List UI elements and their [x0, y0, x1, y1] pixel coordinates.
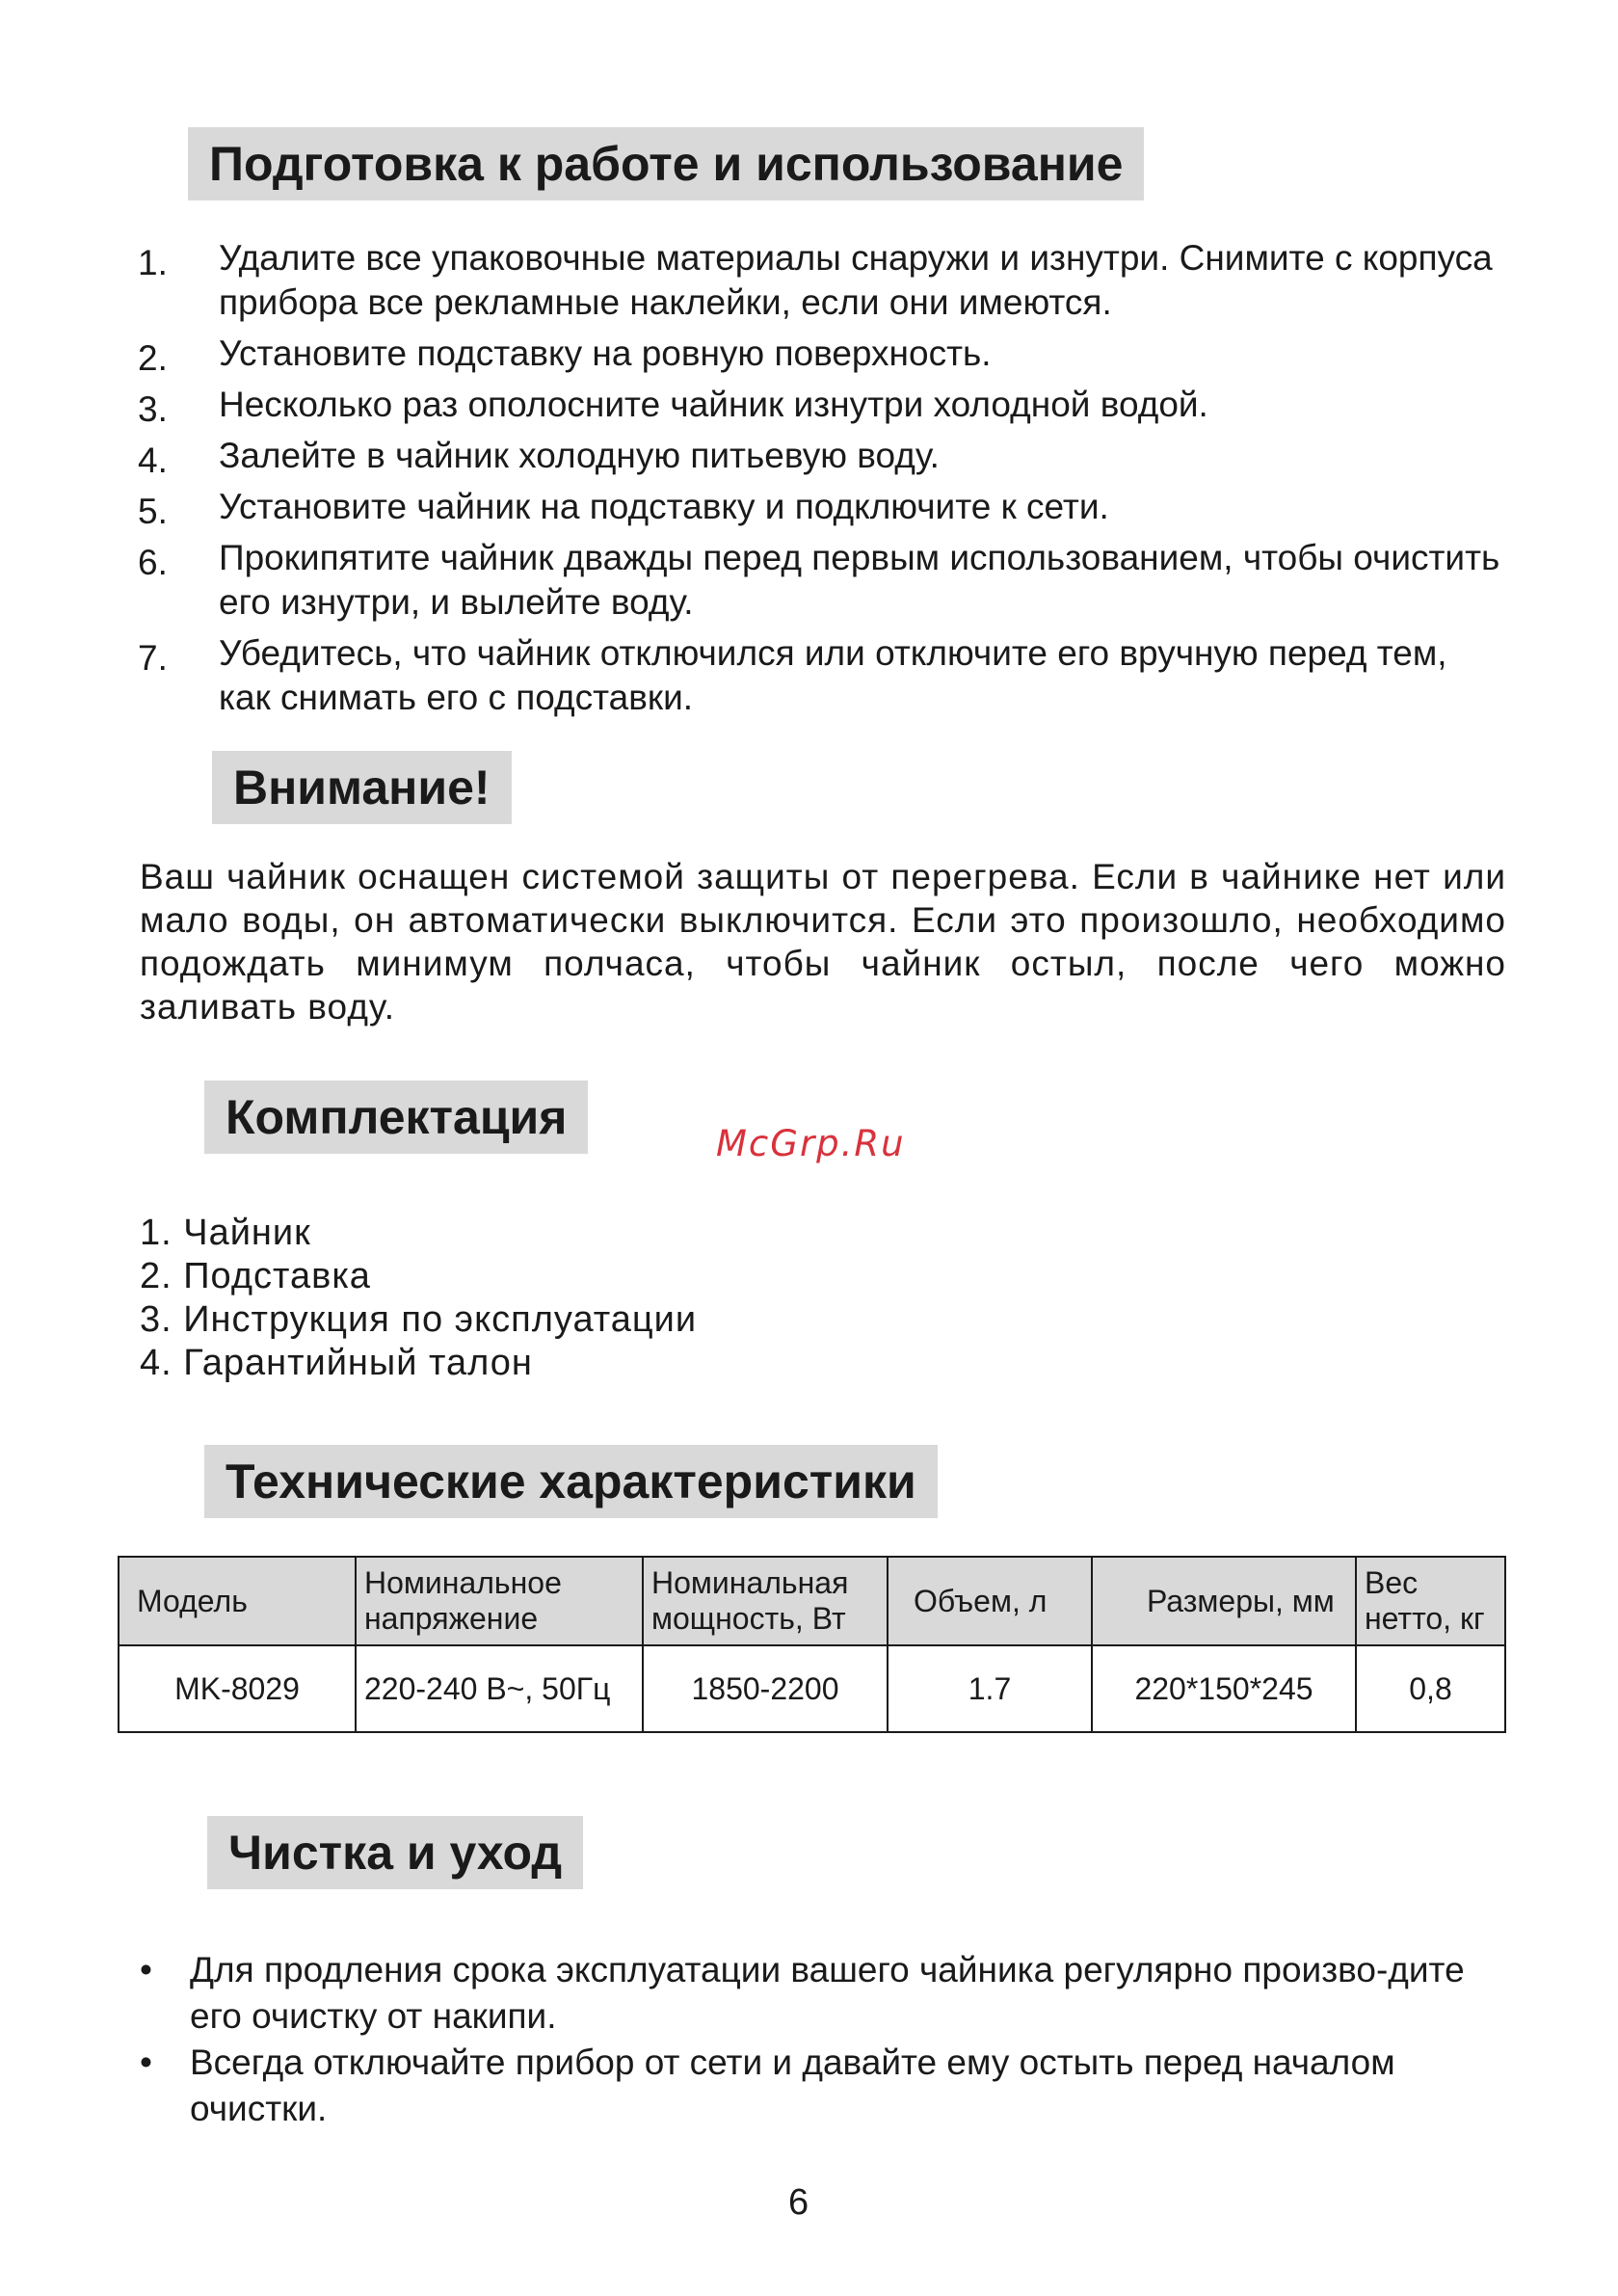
list-item: 2. Подставка: [140, 1256, 371, 1296]
care-list: [140, 1947, 1508, 2132]
step-number: 3.: [138, 389, 168, 429]
cell-weight: 0,8: [1356, 1645, 1505, 1732]
care-text: Всегда отключайте прибор от сети и давайте ему остыть перед началом очистки.: [190, 2042, 1395, 2128]
list-item: [140, 2040, 1508, 2132]
page-number: 6: [788, 2182, 809, 2223]
cell-model: MK-8029: [119, 1645, 356, 1732]
step-text: Прокипятите чайник дважды перед первым использованием, чтобы очистить его изнутри, и вылейте воду.: [219, 538, 1500, 622]
step-text: Установите чайник на подставку и подключите к сети.: [219, 487, 1109, 526]
list-item: [138, 536, 1506, 625]
step-number: 6.: [138, 543, 168, 582]
table-header-row: [119, 1557, 1505, 1645]
list-item: [138, 434, 1506, 478]
specifications-table: [118, 1556, 1506, 1733]
bullet-icon: •: [140, 1950, 152, 1989]
list-item: [138, 631, 1506, 720]
list-item: [138, 485, 1506, 529]
step-number: 5.: [138, 492, 168, 531]
kit-list: [140, 1212, 697, 1385]
list-item: 4. Гарантийный талон: [140, 1343, 533, 1383]
step-number: 1.: [138, 243, 168, 282]
warning-paragraph: Ваш чайник оснащен системой защиты от перегрева. Если в чайнике нет или мало воды, он автоматически выключится. Если это произошло, необходимо подождать минимум полчаса, чтобы чайник остыл, после чего можно заливать воду.: [140, 857, 1506, 1027]
header-cell-power: Номинальная мощность, Вт: [643, 1557, 888, 1645]
table-row: [119, 1645, 1505, 1732]
section-title-warning: Внимание!: [212, 751, 512, 824]
list-item: [138, 383, 1506, 427]
preparation-steps-list: [138, 236, 1506, 727]
step-text: Установите подставку на ровную поверхность.: [219, 334, 992, 373]
cell-dimensions: 220*150*245: [1092, 1645, 1356, 1732]
header-cell-volume: Объем, л: [888, 1557, 1092, 1645]
list-item: [140, 1947, 1508, 2040]
cell-power: 1850-2200: [643, 1645, 888, 1732]
list-item: 3. Инструкция по эксплуатации: [140, 1299, 698, 1340]
header-cell-weight: Вес нетто, кг: [1356, 1557, 1505, 1645]
step-number: 4.: [138, 441, 168, 480]
list-item: 1. Чайник: [140, 1213, 311, 1253]
section-title-specs: Технические характеристики: [204, 1445, 938, 1518]
section-title-care: Чистка и уход: [207, 1816, 583, 1889]
header-cell-voltage: Номинальное напряжение: [356, 1557, 643, 1645]
watermark: McGrp.Ru: [716, 1123, 906, 1164]
section-title-preparation: Подготовка к работе и использование: [188, 127, 1144, 200]
care-text: Для продления срока эксплуатации вашего чайника регулярно произво-дите его очистку от накипи.: [190, 1950, 1465, 2036]
header-cell-model: Модель: [119, 1557, 356, 1645]
header-cell-dimensions: Размеры, мм: [1092, 1557, 1356, 1645]
list-item: [138, 332, 1506, 376]
section-title-kit: Комплектация: [204, 1081, 588, 1154]
step-text: Убедитесь, что чайник отключился или отключите его вручную перед тем, как снимать его с подставки.: [219, 633, 1447, 717]
step-text: Залейте в чайник холодную питьевую воду.: [219, 436, 940, 475]
bullet-icon: •: [140, 2042, 152, 2082]
cell-voltage: 220-240 В~, 50Гц: [356, 1645, 643, 1732]
list-item: [138, 236, 1506, 325]
step-text: Удалите все упаковочные материалы снаружи и изнутри. Снимите с корпуса прибора все рекламные наклейки, если они имеются.: [219, 238, 1493, 322]
cell-volume: 1.7: [888, 1645, 1092, 1732]
step-number: 7.: [138, 638, 168, 678]
step-text: Несколько раз ополосните чайник изнутри холодной водой.: [219, 385, 1208, 424]
step-number: 2.: [138, 338, 168, 378]
